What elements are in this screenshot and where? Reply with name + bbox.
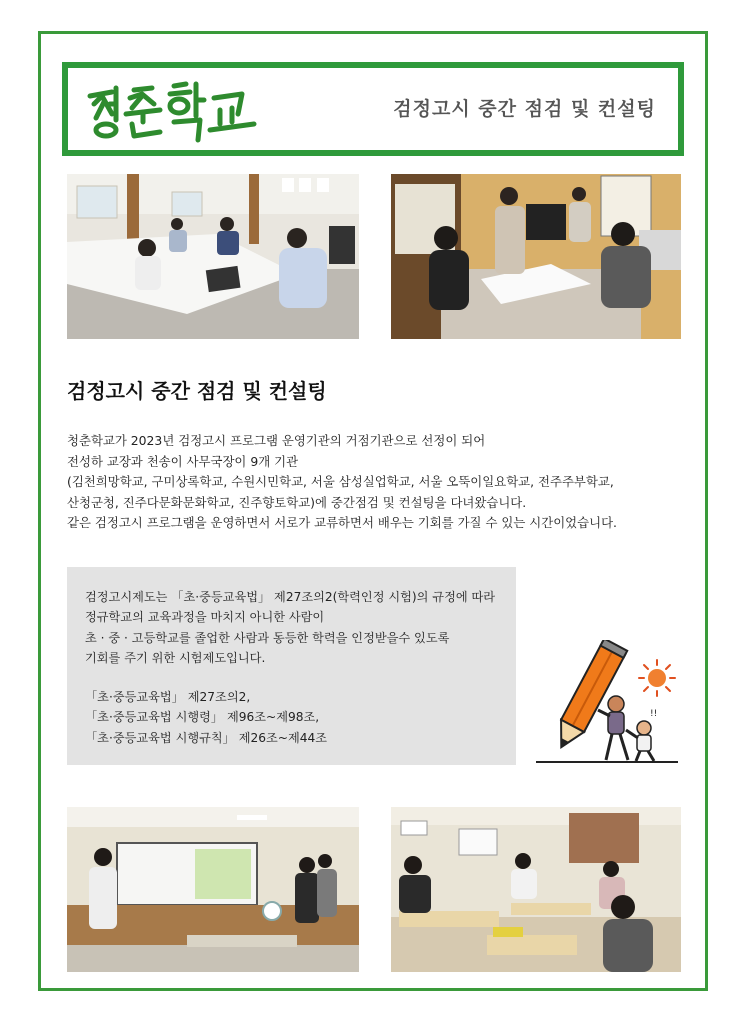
school-logo: [82, 74, 262, 148]
photo-classroom-desks: [391, 807, 681, 972]
article-line: (김천희망학교, 구미상록학교, 수원시민학교, 서울 삼성실업학교, 서울 오뚝이일요학교, 전주주부학교,: [67, 474, 614, 489]
article-title: 검정고시 중간 점검 및 컨설팅: [67, 379, 327, 403]
photo-classroom-whiteboard: [67, 807, 359, 972]
info-description: [85, 587, 495, 668]
svg-text:!!: !!: [650, 709, 658, 719]
article-line: 같은 검정고시 프로그램을 운영하면서 서로가 교류하면서 배우는 기회를 가질 수 있는 시간이었습니다.: [67, 515, 617, 530]
logo-brush-lettering: [82, 74, 262, 148]
header-title: 검정고시 중간 점검 및 컨설팅: [393, 98, 656, 120]
article-body: [67, 431, 687, 534]
article-line: 산청군청, 진주다문화문화학교, 진주향토학교)에 중간점검 및 컨설팅을 다녀왔습니다.: [67, 494, 527, 510]
info-box: [67, 567, 516, 765]
article-line: 전성하 교장과 천송이 사무국장이 9개 기관: [67, 453, 299, 469]
info-line: 검정고시제도는 「초·중등교육법」 제27조의2(학력인정 시험)의 규정에 따라: [85, 590, 496, 604]
header-banner: [62, 62, 684, 156]
reference-line: 「초·중등교육법」 제27조의2,: [85, 690, 251, 704]
info-line: 기회를 주기 위한 시험제도입니다.: [85, 650, 266, 665]
pencil-kids-illustration: [532, 640, 682, 768]
info-line: 초 · 중 · 고등학교를 졸업한 사람과 동등한 학력을 인정받을수 있도록: [85, 630, 450, 645]
info-references: [85, 687, 327, 748]
reference-line: 「초·중등교육법 시행규칙」 제26조~제44조: [85, 730, 328, 745]
photo-office: [391, 174, 681, 339]
article-line: 청춘학교가 2023년 검정고시 프로그램 운영기관의 거점기관으로 선정이 되어: [67, 433, 486, 448]
reference-line: 「초·중등교육법 시행령」 제96조~제98조,: [85, 710, 320, 725]
info-line: 정규학교의 교육과정을 마치지 아니한 사람이: [85, 610, 325, 625]
photo-meeting-room: [67, 174, 359, 339]
